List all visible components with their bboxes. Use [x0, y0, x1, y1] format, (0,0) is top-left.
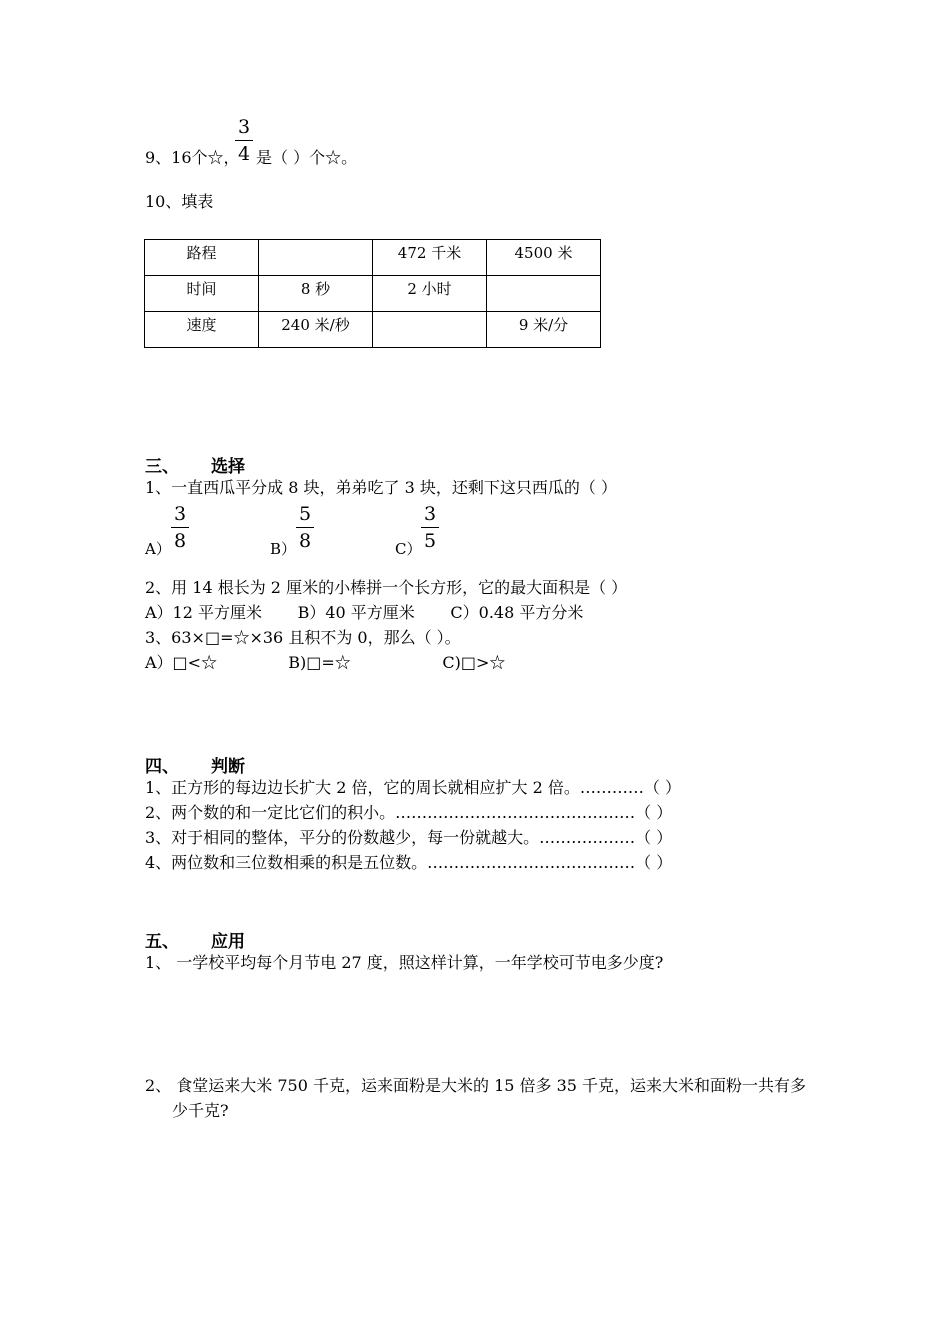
s3-q3-options[interactable]: A）□<☆ B)□=☆ C)□>☆	[145, 653, 506, 672]
table-cell: 472 千米	[373, 240, 487, 276]
option-b-label[interactable]: B）	[270, 540, 297, 558]
option-c-label[interactable]: C）	[395, 540, 422, 558]
s5-q1-text: 1、 一学校平均每个月节电 27 度，照这样计算，一年学校可节电多少度?	[145, 953, 664, 972]
judge-item: 1、正方形的每边边长扩大 2 倍，它的周长就相应扩大 2 倍。…………（ ）	[145, 778, 681, 797]
section-number: 三、	[145, 457, 179, 477]
judge-item: 4、两位数和三位数相乘的积是五位数。…………………………………（ ）	[145, 853, 673, 872]
table-cell: 8 秒	[259, 276, 373, 312]
fraction-denominator: 8	[298, 530, 312, 552]
fraction-denominator: 8	[173, 530, 187, 552]
fraction-numerator: 3	[423, 503, 437, 525]
s5-q2-text-cont: 少千克?	[172, 1101, 229, 1120]
section5-heading	[145, 927, 245, 952]
section-number: 五、	[145, 932, 179, 952]
table-row	[145, 276, 601, 312]
table-row	[145, 240, 601, 276]
table-cell: 时间	[145, 276, 259, 312]
table-row	[145, 312, 601, 348]
option-c-fraction	[421, 503, 439, 552]
fraction-numerator: 3	[173, 503, 187, 525]
table-cell: 路程	[145, 240, 259, 276]
table-cell[interactable]	[373, 312, 487, 348]
judge-item: 2、两个数的和一定比它们的积小。………………………………………（ ）	[145, 803, 673, 822]
fraction-denominator: 4	[237, 143, 251, 165]
table-cell: 240 米/秒	[259, 312, 373, 348]
table-cell: 速度	[145, 312, 259, 348]
fraction-bar	[171, 527, 189, 528]
section-title: 选择	[211, 457, 245, 477]
section4-heading	[145, 752, 245, 777]
fraction-numerator: 3	[237, 116, 251, 138]
q9-fraction	[235, 116, 253, 165]
s5-q2-text: 2、 食堂运来大米 750 千克，运来面粉是大米的 15 倍多 35 千克，运来大米和面粉一共有多	[145, 1076, 807, 1095]
table-cell: 9 米/分	[487, 312, 601, 348]
fraction-denominator: 5	[423, 530, 437, 552]
q10-label: 10、填表	[145, 192, 214, 211]
s3-q1-text: 1、一直西瓜平分成 8 块，弟弟吃了 3 块，还剩下这只西瓜的（ ）	[145, 478, 617, 497]
section3-heading	[145, 452, 245, 477]
s3-q2-text: 2、用 14 根长为 2 厘米的小棒拼一个长方形，它的最大面积是（ ）	[145, 578, 628, 597]
fraction-bar	[235, 140, 253, 141]
option-b-fraction	[296, 503, 314, 552]
speed-table	[144, 239, 601, 348]
q9-prefix: 9、16个☆，	[145, 148, 240, 167]
table-cell[interactable]	[259, 240, 373, 276]
s3-q3-text: 3、63×□=☆×36 且积不为 0，那么（ ）。	[145, 628, 461, 647]
fraction-bar	[421, 527, 439, 528]
fraction-bar	[296, 527, 314, 528]
section-title: 应用	[211, 932, 245, 952]
section-title: 判断	[211, 757, 245, 777]
table-cell[interactable]	[487, 276, 601, 312]
option-a-fraction	[171, 503, 189, 552]
table-cell: 4500 米	[487, 240, 601, 276]
judge-item: 3、对于相同的整体，平分的份数越少，每一份就越大。………………（ ）	[145, 828, 673, 847]
table-cell: 2 小时	[373, 276, 487, 312]
s3-q2-options[interactable]: A）12 平方厘米 B）40 平方厘米 C）0.48 平方分米	[145, 603, 584, 622]
q9-suffix: 是（ ）个☆。	[256, 148, 358, 167]
fraction-numerator: 5	[298, 503, 312, 525]
section-number: 四、	[145, 757, 179, 777]
option-a-label[interactable]: A）	[145, 540, 171, 558]
